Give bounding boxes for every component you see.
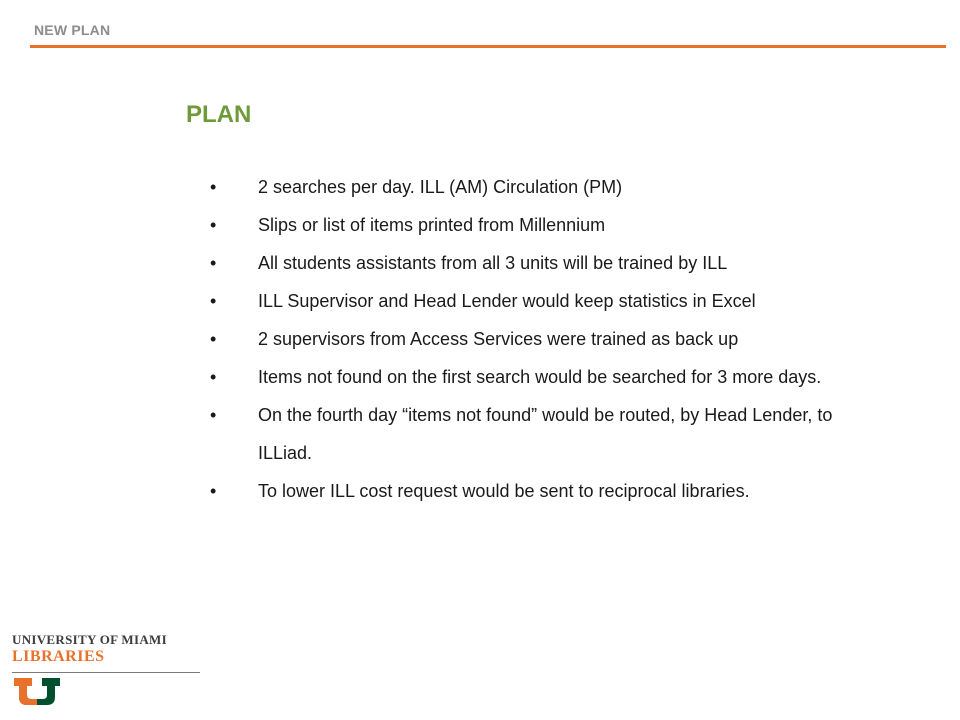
header-rule — [30, 45, 946, 48]
bullet-text: 2 supervisors from Access Services were trained as back up — [258, 329, 739, 349]
bullet-icon: • — [210, 329, 217, 349]
logo-divider — [12, 672, 200, 673]
bullet-icon: • — [210, 253, 217, 273]
list-item — [210, 244, 870, 282]
bullet-icon: • — [210, 367, 217, 387]
list-item — [210, 168, 870, 206]
bullet-icon: • — [210, 215, 217, 235]
slide-title: PLAN — [186, 101, 252, 128]
list-item — [210, 472, 870, 510]
bullet-text: All students assistants from all 3 units will be trained by ILL — [258, 253, 728, 273]
bullet-text: On the fourth day “items not found” would be routed, by Head Lender, to ILLiad. — [258, 405, 833, 463]
bullet-text: To lower ILL cost request would be sent to reciprocal libraries. — [258, 481, 750, 501]
bullet-list — [210, 168, 870, 510]
bullet-icon: • — [210, 291, 217, 311]
bullet-icon: • — [210, 481, 217, 501]
list-item — [210, 358, 870, 396]
u-logo-icon — [12, 678, 62, 706]
bullet-text: 2 searches per day. ILL (AM) Circulation (PM) — [258, 177, 623, 197]
bullet-icon: • — [210, 405, 217, 425]
list-item — [210, 206, 870, 244]
bullet-text: Slips or list of items printed from Millennium — [258, 215, 606, 235]
list-item — [210, 282, 870, 320]
logo-university-name: UNIVERSITY OF MIAMI — [12, 632, 167, 647]
list-item — [210, 396, 870, 472]
list-item — [210, 320, 870, 358]
bullet-text: ILL Supervisor and Head Lender would keep statistics in Excel — [258, 291, 756, 311]
logo-libraries-name: LIBRARIES — [12, 648, 105, 665]
header-label: NEW PLAN — [34, 22, 111, 38]
bullet-text: Items not found on the first search would be searched for 3 more days. — [258, 367, 822, 387]
bullet-icon: • — [210, 177, 217, 197]
university-logo — [12, 632, 202, 712]
